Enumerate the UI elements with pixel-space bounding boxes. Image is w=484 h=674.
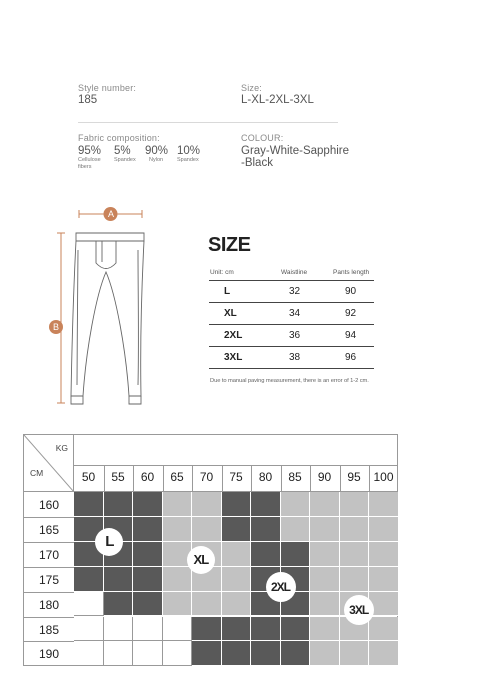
chart-cell [133,617,163,642]
waist-cell: 32 [289,286,301,297]
weight-header: 95 [347,470,361,484]
chart-cell [163,592,193,617]
height-header: 185 [38,622,60,637]
chart-cell [133,517,163,542]
chart-cell [74,567,104,592]
header-top-divider [74,465,397,466]
fabric-percent: 5% [114,145,131,157]
chart-cell [133,542,163,567]
size-badge: 2XL [266,572,296,602]
size-table-row [209,347,374,369]
column-divider [369,465,370,492]
size-chart [23,434,398,666]
chart-cell [310,542,340,567]
length-cell: 94 [345,330,357,341]
length-cell: 90 [345,286,357,297]
chart-cell [281,641,311,666]
column-divider [133,465,134,492]
size-value: L-XL-2XL-3XL [241,94,314,106]
measurement-note: Due to manual paving measurement, there is an error of 1-2 cm. [210,378,369,384]
chart-cell [74,617,104,642]
chart-cell [74,592,104,617]
chart-cell [222,641,252,666]
chart-cell [340,492,370,517]
chart-cell [222,492,252,517]
column-divider [251,465,252,492]
chart-cell [340,641,370,666]
chart-cell [74,641,104,666]
height-header: 170 [38,547,60,562]
row-divider [24,617,74,618]
row-divider [24,567,74,568]
chart-cell [310,592,340,617]
size-table-row [209,325,374,347]
chart-cell [163,567,193,592]
length-cell: 96 [345,352,357,363]
chart-cell [163,617,193,642]
fabric-material: Spandex [114,157,136,163]
colour-value-line2: -Black [241,157,273,169]
column-divider [281,465,282,492]
weight-header: 60 [140,470,155,484]
chart-cell [369,492,399,517]
chart-cell [133,492,163,517]
waist-cell: 38 [289,352,301,363]
chart-cell [281,617,311,642]
size-cell: XL [224,308,237,319]
cm-label: CM [30,468,44,478]
weight-header: 50 [81,470,96,484]
chart-cell [310,641,340,666]
pants-diagram [44,200,154,410]
column-divider [192,465,193,492]
fabric-composition-label: Fabric composition: [78,133,160,143]
fabric-item [114,145,144,164]
fabric-item [177,145,207,164]
chart-cell [192,641,222,666]
chart-corner [24,435,74,492]
fabric-material: Spandex [177,157,199,163]
size-cell: 2XL [224,330,243,341]
size-table-title: SIZE [208,234,251,256]
chart-cell [104,617,134,642]
chart-cell [192,517,222,542]
height-header: 180 [38,597,60,612]
column-divider [222,465,223,492]
chart-cell [251,542,281,567]
chart-cell [74,492,104,517]
chart-cell [251,517,281,542]
chart-cell [104,492,134,517]
chart-cell [163,492,193,517]
chart-cell [192,617,222,642]
chart-cell [133,641,163,666]
chart-cell [310,517,340,542]
waist-cell: 36 [289,330,301,341]
chart-cell [192,492,222,517]
chart-cell [104,567,134,592]
weight-header: 85 [288,470,302,484]
kg-label: KG [55,443,68,453]
size-table-header-unit: Unit: cm [210,269,234,276]
fabric-item [145,145,175,164]
weight-header: 55 [111,470,125,484]
chart-cell [163,517,193,542]
weight-header: 90 [317,470,332,484]
size-label: Size: [241,83,263,93]
row-divider [24,542,74,543]
marker-b: B [52,322,59,332]
fabric-percent: 90% [145,145,169,157]
chart-cell [251,641,281,666]
height-header: 175 [38,572,60,587]
row-divider [24,641,74,642]
chart-cell [281,492,311,517]
fabric-material: Nylon [149,157,164,163]
size-badge: 3XL [344,595,374,625]
chart-cell [222,617,252,642]
chart-cell [310,617,340,642]
chart-cell [222,542,252,567]
weight-header: 65 [170,470,184,484]
style-number-label: Style number: [78,83,137,93]
height-header: 165 [38,522,60,537]
column-divider [340,465,341,492]
size-cell: L [224,286,231,297]
style-number-value: 185 [78,94,98,106]
chart-cell [163,641,193,666]
colour-label: COLOUR: [241,133,284,143]
marker-a: A [107,209,114,219]
height-header: 190 [38,647,60,662]
size-table-row [209,303,374,325]
chart-cell [281,517,311,542]
column-divider [104,465,105,492]
size-cell: 3XL [224,352,243,363]
chart-cell [133,592,163,617]
colour-value-line1: Gray-White-Sapphire [241,145,350,157]
weight-header: 70 [199,470,214,484]
fabric-percent: 95% [78,145,102,157]
chart-cell [369,641,399,666]
chart-cell [340,542,370,567]
row-divider [24,592,74,593]
length-cell: 92 [345,308,357,319]
chart-cell [104,592,134,617]
size-table-header-length: Pants length [333,269,370,276]
chart-cell [310,492,340,517]
weight-header: 80 [258,470,273,484]
chart-cell [369,617,399,642]
column-divider [163,465,164,492]
chart-cell [222,592,252,617]
size-badge: XL [187,546,215,574]
chart-cell [222,517,252,542]
info-divider [78,122,338,123]
chart-cell [369,567,399,592]
chart-cell [281,542,311,567]
column-divider [310,465,311,492]
fabric-item [78,145,107,171]
chart-cell [369,542,399,567]
size-table-row [209,281,374,303]
weight-header: 75 [229,470,243,484]
size-badge: L [95,528,123,556]
weight-header: 100 [373,470,394,484]
chart-cell [192,592,222,617]
fabric-percent: 10% [177,145,201,157]
height-header: 160 [38,498,60,512]
fabric-material: Cellulose fibers [78,157,101,170]
chart-cell [340,567,370,592]
chart-cell [369,517,399,542]
chart-cell [310,567,340,592]
chart-cell [222,567,252,592]
chart-cell [340,517,370,542]
chart-cell [251,617,281,642]
size-table-header-waist: Waistline [281,269,308,276]
row-divider [24,517,74,518]
chart-cell [251,492,281,517]
chart-cell [133,567,163,592]
chart-cell [104,641,134,666]
waist-cell: 34 [289,308,301,319]
